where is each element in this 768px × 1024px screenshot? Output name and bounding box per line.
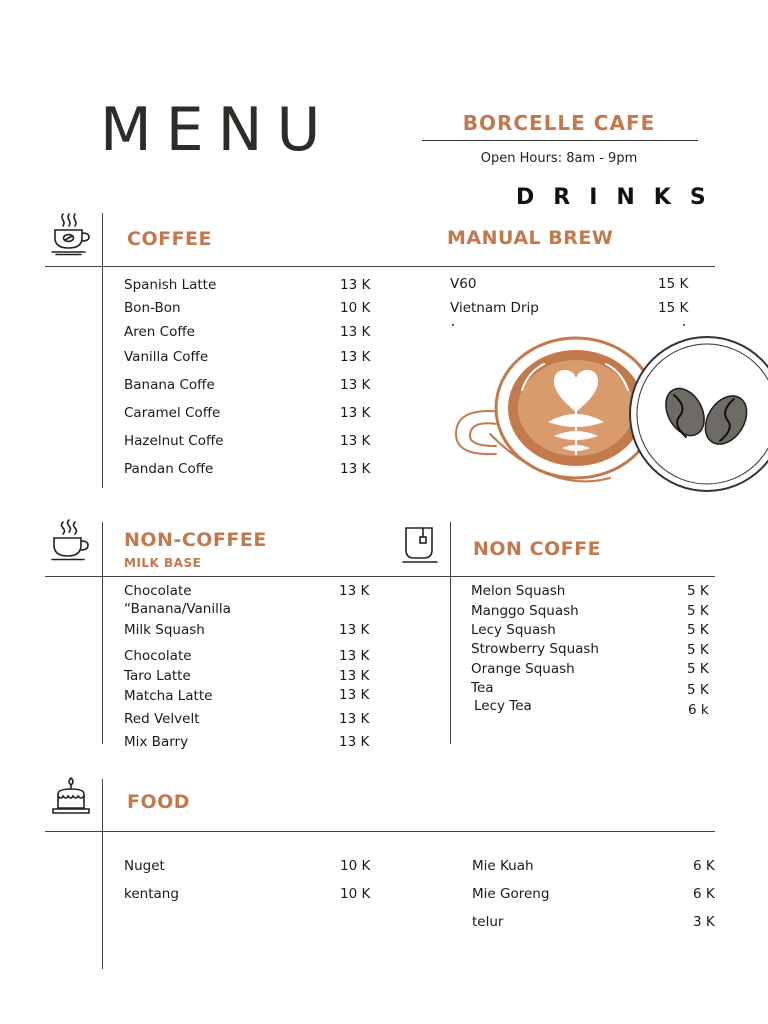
menu-item-price: 15 K (658, 300, 689, 316)
menu-item-price: 13 K (340, 461, 371, 477)
menu-item-name: Aren Coffe (124, 324, 195, 340)
menu-item-name: Chocolate (124, 648, 192, 664)
non-coffe-section-title: NON COFFE (473, 538, 602, 560)
menu-item-price: 13 K (340, 433, 371, 449)
menu-item-name: Milk Squash (124, 622, 205, 638)
menu-item-price: 5 K (687, 622, 709, 638)
coffee-vertical-divider (102, 213, 103, 488)
non-coffee-vertical-divider (102, 522, 103, 744)
menu-item-price: 13 K (339, 711, 370, 727)
menu-item-name: Orange Squash (471, 661, 575, 677)
menu-item-name: “Banana/Vanilla (124, 601, 231, 617)
stray-dot (683, 324, 685, 326)
menu-item-name: Mie Goreng (472, 886, 550, 902)
manual-brew-section-title: MANUAL BREW (447, 227, 614, 249)
non-coffee-horizontal-divider (45, 576, 715, 577)
menu-item-name: kentang (124, 886, 179, 902)
menu-item-name: Caramel Coffe (124, 405, 221, 421)
menu-item-price: 13 K (339, 583, 370, 599)
menu-item-name: Taro Latte (124, 668, 191, 684)
menu-item-name: telur (472, 914, 504, 930)
menu-item-name: Pandan Coffe (124, 461, 214, 477)
food-vertical-divider (102, 779, 103, 969)
menu-item-price: 5 K (687, 661, 709, 677)
menu-item-price: 13 K (339, 648, 370, 664)
menu-item-name: Strowberry Squash (471, 641, 599, 657)
menu-item-price: 13 K (339, 622, 370, 638)
menu-item-name: Bon-Bon (124, 300, 181, 316)
menu-item-name: Manggo Squash (471, 603, 579, 619)
open-hours: Open Hours: 8am - 9pm (480, 151, 638, 166)
menu-item-price: 13 K (339, 687, 370, 703)
menu-item-price: 6 K (693, 858, 715, 874)
menu-item-price: 13 K (340, 349, 371, 365)
menu-item-name: Vanilla Coffe (124, 349, 209, 365)
menu-item-name: Vietnam Drip (450, 300, 539, 316)
non-coffee-subtitle: MILK BASE (124, 556, 202, 570)
menu-item-price: 13 K (339, 668, 370, 684)
menu-item-name: Mie Kuah (472, 858, 534, 874)
cafe-name: BORCELLE CAFE (462, 111, 656, 135)
stray-dot (452, 324, 454, 326)
non-coffe-vertical-divider (450, 522, 451, 744)
menu-item-name: Nuget (124, 858, 165, 874)
menu-item-price: 13 K (340, 405, 371, 421)
drinks-heading: DRINKS (516, 185, 725, 210)
menu-item-price: 5 K (687, 642, 709, 658)
menu-item-price: 10 K (340, 858, 371, 874)
menu-item-name: V60 (450, 276, 477, 292)
menu-item-price: 13 K (340, 277, 371, 293)
menu-item-price: 5 K (687, 682, 709, 698)
menu-item-name: Lecy Tea (474, 698, 532, 714)
hot-coffee-cup-icon (50, 210, 94, 256)
menu-item-name: Melon Squash (471, 583, 566, 599)
tea-glass-icon (401, 525, 439, 565)
menu-item-name: Matcha Latte (124, 688, 213, 704)
non-coffee-section-title: NON-COFFEE (124, 529, 267, 551)
menu-item-price: 10 K (340, 886, 371, 902)
menu-item-price: 13 K (339, 734, 370, 750)
menu-item-name: Chocolate (124, 583, 192, 599)
menu-item-price: 6 K (693, 886, 715, 902)
menu-item-name: Spanish Latte (124, 277, 217, 293)
coffee-section-title: COFFEE (127, 228, 213, 250)
menu-item-price: 13 K (340, 377, 371, 393)
teacup-icon (49, 518, 93, 562)
menu-item-name: Hazelnut Coffe (124, 433, 224, 449)
menu-item-price: 5 K (687, 603, 709, 619)
cafe-name-divider (422, 140, 698, 141)
menu-item-price: 5 K (687, 583, 709, 599)
menu-item-price: 10 K (340, 300, 371, 316)
coffee-beans-illustration (622, 335, 768, 495)
food-horizontal-divider (45, 831, 715, 832)
food-section-title: FOOD (127, 791, 191, 813)
menu-item-name: Tea (471, 680, 494, 696)
menu-item-name: Mix Barry (124, 734, 189, 750)
menu-item-price: 13 K (340, 324, 371, 340)
menu-item-price: 3 K (693, 914, 715, 930)
menu-item-name: Red Velvelt (124, 711, 200, 727)
cake-icon (50, 776, 92, 818)
menu-item-price: 15 K (658, 276, 689, 292)
page-title: MENU (100, 95, 335, 165)
menu-item-name: Lecy Squash (471, 622, 556, 638)
menu-item-price: 6 k (688, 702, 709, 718)
coffee-horizontal-divider (45, 266, 715, 267)
menu-item-name: Banana Coffe (124, 377, 215, 393)
